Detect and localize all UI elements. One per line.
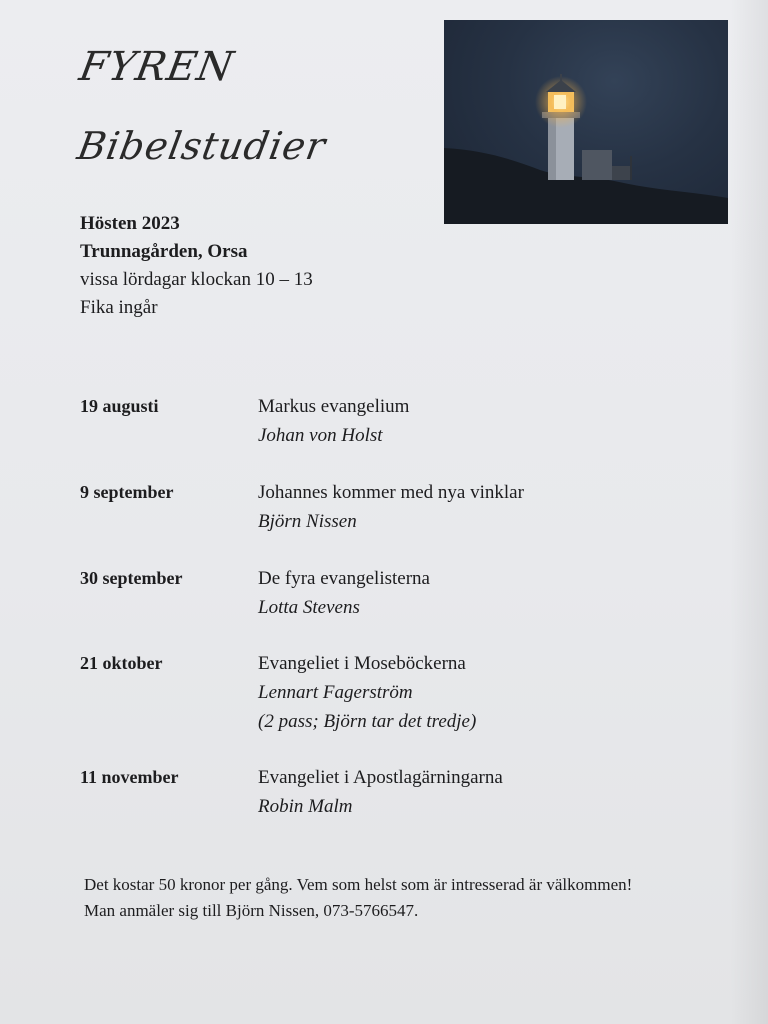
session-date: 11 november (80, 767, 179, 787)
session-topic: Evangeliet i Moseböckerna (258, 653, 466, 674)
session-note: (2 pass; Björn tar det tredje) (258, 711, 477, 732)
season: Hösten 2023 (80, 213, 180, 234)
session-topic: De fyra evangelisterna (258, 568, 430, 589)
session-date: 21 oktober (80, 653, 163, 673)
location: Trunnagården, Orsa (80, 241, 248, 262)
session-speaker: Lotta Stevens (258, 597, 360, 618)
session-speaker: Björn Nissen (258, 511, 357, 532)
title-fyren: FYREN (75, 44, 238, 90)
refreshments-note: Fika ingår (80, 297, 158, 318)
session-topic: Evangeliet i Apostlagärningarna (258, 767, 503, 788)
footer-info (84, 872, 632, 924)
session-date: 9 september (80, 482, 174, 502)
page-edge-shadow (730, 0, 768, 1024)
session-detail (258, 564, 430, 622)
event-info (80, 210, 313, 322)
registration-note: Man anmäler sig till Björn Nissen, 073-5766547. (84, 901, 419, 920)
schedule-note: vissa lördagar klockan 10 – 13 (80, 269, 313, 290)
session-topic: Johannes kommer med nya vinklar (258, 482, 524, 503)
cost-note: Det kostar 50 kronor per gång. Vem som helst som är intresserad är välkommen! (84, 875, 633, 894)
session-speaker: Johan von Holst (258, 425, 383, 446)
session-detail (258, 763, 503, 821)
session-date: 19 augusti (80, 396, 159, 416)
session-detail (258, 392, 409, 450)
title-bibelstudier: Bibelstudier (74, 124, 330, 168)
lighthouse-photo (444, 20, 728, 224)
session-speaker: Lennart Fagerström (258, 682, 413, 703)
session-detail (258, 649, 476, 736)
session-detail (258, 478, 524, 536)
lighthouse-icon (444, 20, 728, 224)
session-topic: Markus evangelium (258, 396, 410, 417)
session-speaker: Robin Malm (258, 796, 353, 817)
session-date: 30 september (80, 568, 183, 588)
